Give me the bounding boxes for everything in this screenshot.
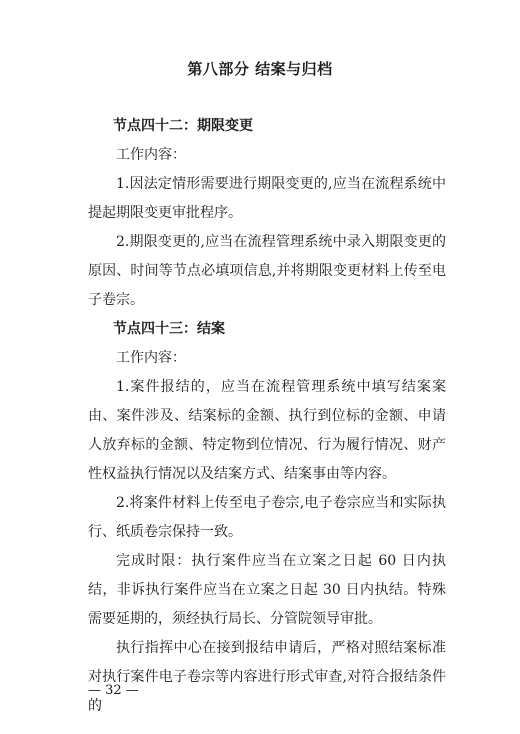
paragraph: 2.将案件材料上传至电子卷宗,电子卷宗应当和实际执行、纸质卷宗保持一致。 (88, 495, 446, 540)
section-heading: 节点四十二：期限变更 (113, 118, 253, 134)
section-node-43 (88, 315, 446, 721)
part-title: 第八部分 结案与归档 (187, 60, 333, 78)
document-body (88, 112, 446, 721)
page-number: — 32 — (88, 683, 139, 698)
section-heading: 节点四十三：结案 (113, 321, 225, 337)
paragraph: 1.案件报结的，应当在流程管理系统中填写结案案由、案件涉及、结案标的金额、执行到位标的金额、申请人放弃标的金额、特定物到位情况、行为履行情况、财产性权益执行情况以及结案方式、结案事由等内容。 (88, 379, 446, 482)
paragraph: 工作内容： (116, 350, 186, 366)
paragraph: 执行指挥中心在接到报结申请后，严格对照结案标准对执行案件电子卷宗等内容进行形式审查,对符合报结条件的 (88, 640, 446, 714)
paragraph: 完成时限：执行案件应当在立案之日起 60 日内执结，非诉执行案件应当在立案之日起 30 日内执结。特殊需要延期的，须经执行局长、分管院领导审批。 (88, 553, 446, 627)
paragraph: 1.因法定情形需要进行期限变更的,应当在流程系统中提起期限变更审批程序。 (88, 176, 446, 221)
section-node-42 (88, 112, 446, 315)
paragraph: 2.期限变更的,应当在流程管理系统中录入期限变更的原因、时间等节点必填项信息,并将期限变更材料上传至电子卷宗。 (88, 234, 446, 308)
paragraph: 工作内容： (116, 147, 186, 163)
